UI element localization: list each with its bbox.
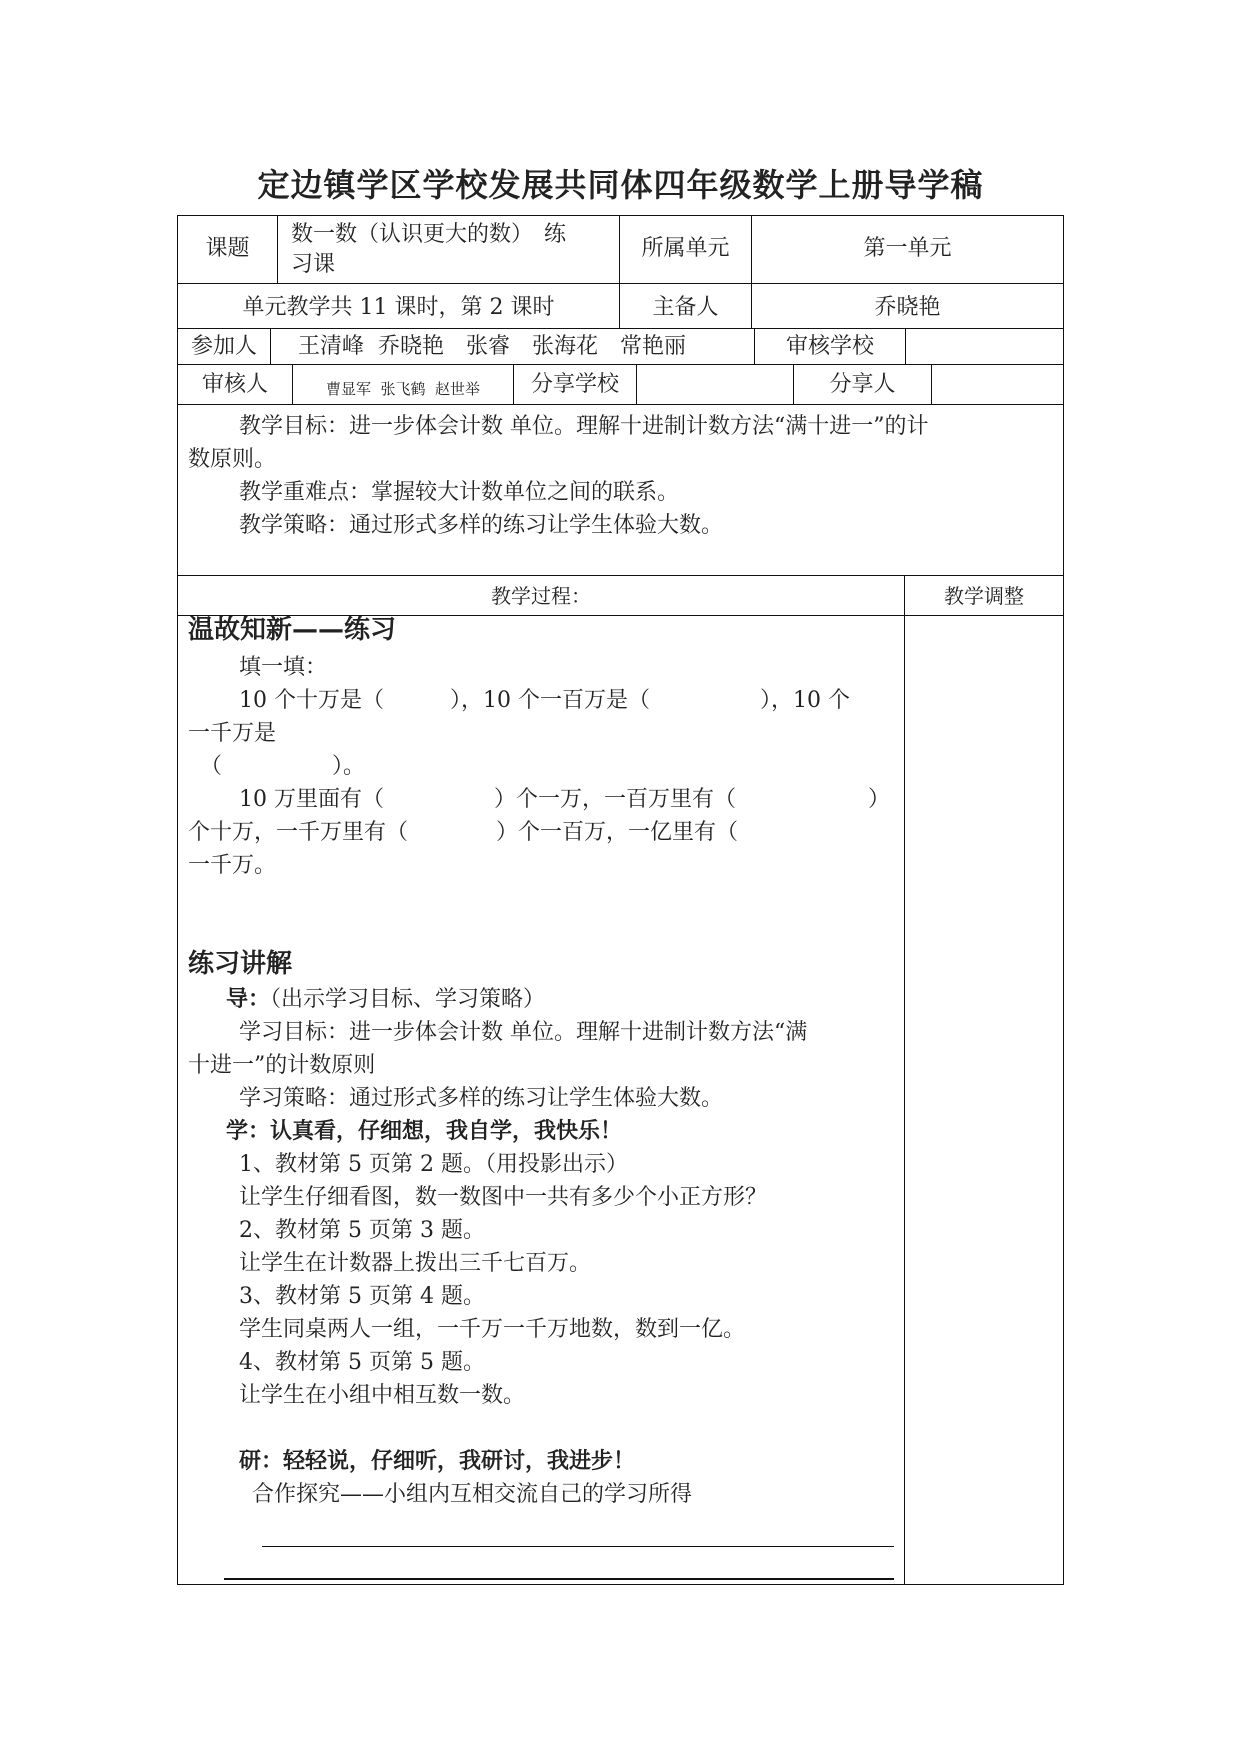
topic-value-line2: 习课: [291, 252, 336, 277]
exercise-item: 3、教材第 5 页第 4 题。: [239, 1284, 485, 1309]
study-label: 研：轻轻说，仔细听，我研讨，我进步！: [239, 1449, 636, 1474]
participants-value: 王清峰 乔晓艳 张睿 张海花 常艳丽: [298, 334, 686, 359]
row3-divider-a: [270, 328, 271, 364]
review-line: 10 个十万是（ ），10 个一百万是（ ），10 个: [239, 688, 850, 713]
table-border-top: [177, 215, 1064, 216]
teaching-difficulty: 教学重难点：掌握较大计数单位之间的联系。: [239, 480, 680, 505]
adjust-header: 教学调整: [944, 584, 1024, 608]
teaching-strategy: 教学策略：通过形式多样的练习让学生体验大数。: [239, 513, 724, 538]
review-school-label: 审核学校: [785, 334, 874, 359]
review-line: 一千万是: [188, 721, 277, 746]
unit-label: 所属单元: [641, 236, 730, 261]
answer-line: [224, 1578, 894, 1580]
teaching-goal-line1: 教学目标：进一步体会计数 单位。理解十进制计数方法“满十进一”的计: [239, 414, 929, 439]
review-line: 个十万，一千万里有（ ）个一百万，一亿里有（: [188, 820, 827, 845]
guide-text: （出示学习目标、学习策略）: [270, 987, 546, 1012]
review-heading: 温故知新——练习: [188, 615, 397, 645]
exercise-item: 让学生在小组中相互数一数。: [239, 1383, 526, 1408]
reviewer-value: 曹显军 张飞鹤 赵世举: [325, 380, 481, 398]
review-line: 10 万里面有（ ）个一万，一百万里有（ ）: [239, 787, 890, 812]
review-line: （ ）。: [200, 754, 366, 779]
study-strategy: 学习策略：通过形式多样的练习让学生体验大数。: [239, 1086, 724, 1111]
preparer-value: 乔晓艳: [874, 295, 941, 320]
exercise-item: 2、教材第 5 页第 3 题。: [239, 1218, 485, 1243]
preparer-label: 主备人: [652, 295, 719, 320]
review-line: 一千万。: [188, 853, 277, 878]
table-border-bottom: [177, 1584, 1064, 1585]
document-title: 定边镇学区学校发展共同体四年级数学上册导学稿: [257, 166, 984, 204]
row-divider-4: [177, 404, 1064, 405]
exercise-item: 学生同桌两人一组，一千万一千万地数，数到一亿。: [239, 1317, 746, 1342]
study-goal-line2: 十进一”的计数原则: [188, 1053, 376, 1078]
guide-label: 导：: [226, 987, 271, 1012]
sharer-label: 分享人: [829, 372, 896, 397]
table-border-left: [177, 215, 178, 1585]
reviewer-label: 审核人: [201, 372, 268, 397]
participants-label: 参加人: [190, 334, 257, 359]
row-divider-2: [177, 328, 1064, 329]
row4-divider-c: [636, 364, 637, 404]
process-header: 教学过程：: [491, 584, 591, 608]
row-divider-1: [177, 283, 1064, 284]
exercise-item: 让学生仔细看图，数一数图中一共有多少个小正方形？: [239, 1185, 768, 1210]
exercise-item: 让学生在计数器上拨出三千七百万。: [239, 1251, 592, 1276]
study-goal-line1: 学习目标：进一步体会计数 单位。理解十进制计数方法“满: [239, 1020, 808, 1045]
practice-heading: 练习讲解: [188, 949, 293, 979]
row4-divider-e: [931, 364, 932, 404]
review-line: 填一填：: [239, 655, 328, 680]
lesson-info: 单元教学共 11 课时，第 2 课时: [242, 295, 555, 320]
adjust-column-divider: [904, 575, 905, 1584]
topic-label: 课题: [205, 236, 250, 261]
topic-value-line1: 数一数（认识更大的数） 练: [291, 222, 567, 247]
row-divider-5: [177, 575, 1064, 576]
exercise-item: 4、教材第 5 页第 5 题。: [239, 1350, 485, 1375]
row3-divider-c: [905, 328, 906, 364]
exercise-item: 1、教材第 5 页第 2 题。（用投影出示）: [239, 1152, 628, 1177]
answer-line: [262, 1546, 894, 1547]
row1-divider-a: [277, 215, 278, 283]
teaching-goal-line2: 数原则。: [188, 447, 277, 472]
share-school-label: 分享学校: [530, 372, 619, 397]
guide-line: [226, 983, 545, 1016]
unit-value: 第一单元: [863, 236, 952, 261]
study-text: 合作探究——小组内互相交流自己的学习所得: [252, 1482, 693, 1507]
table-border-right: [1063, 215, 1064, 1585]
learn-label: 学：认真看，仔细想，我自学，我快乐！: [226, 1119, 623, 1144]
